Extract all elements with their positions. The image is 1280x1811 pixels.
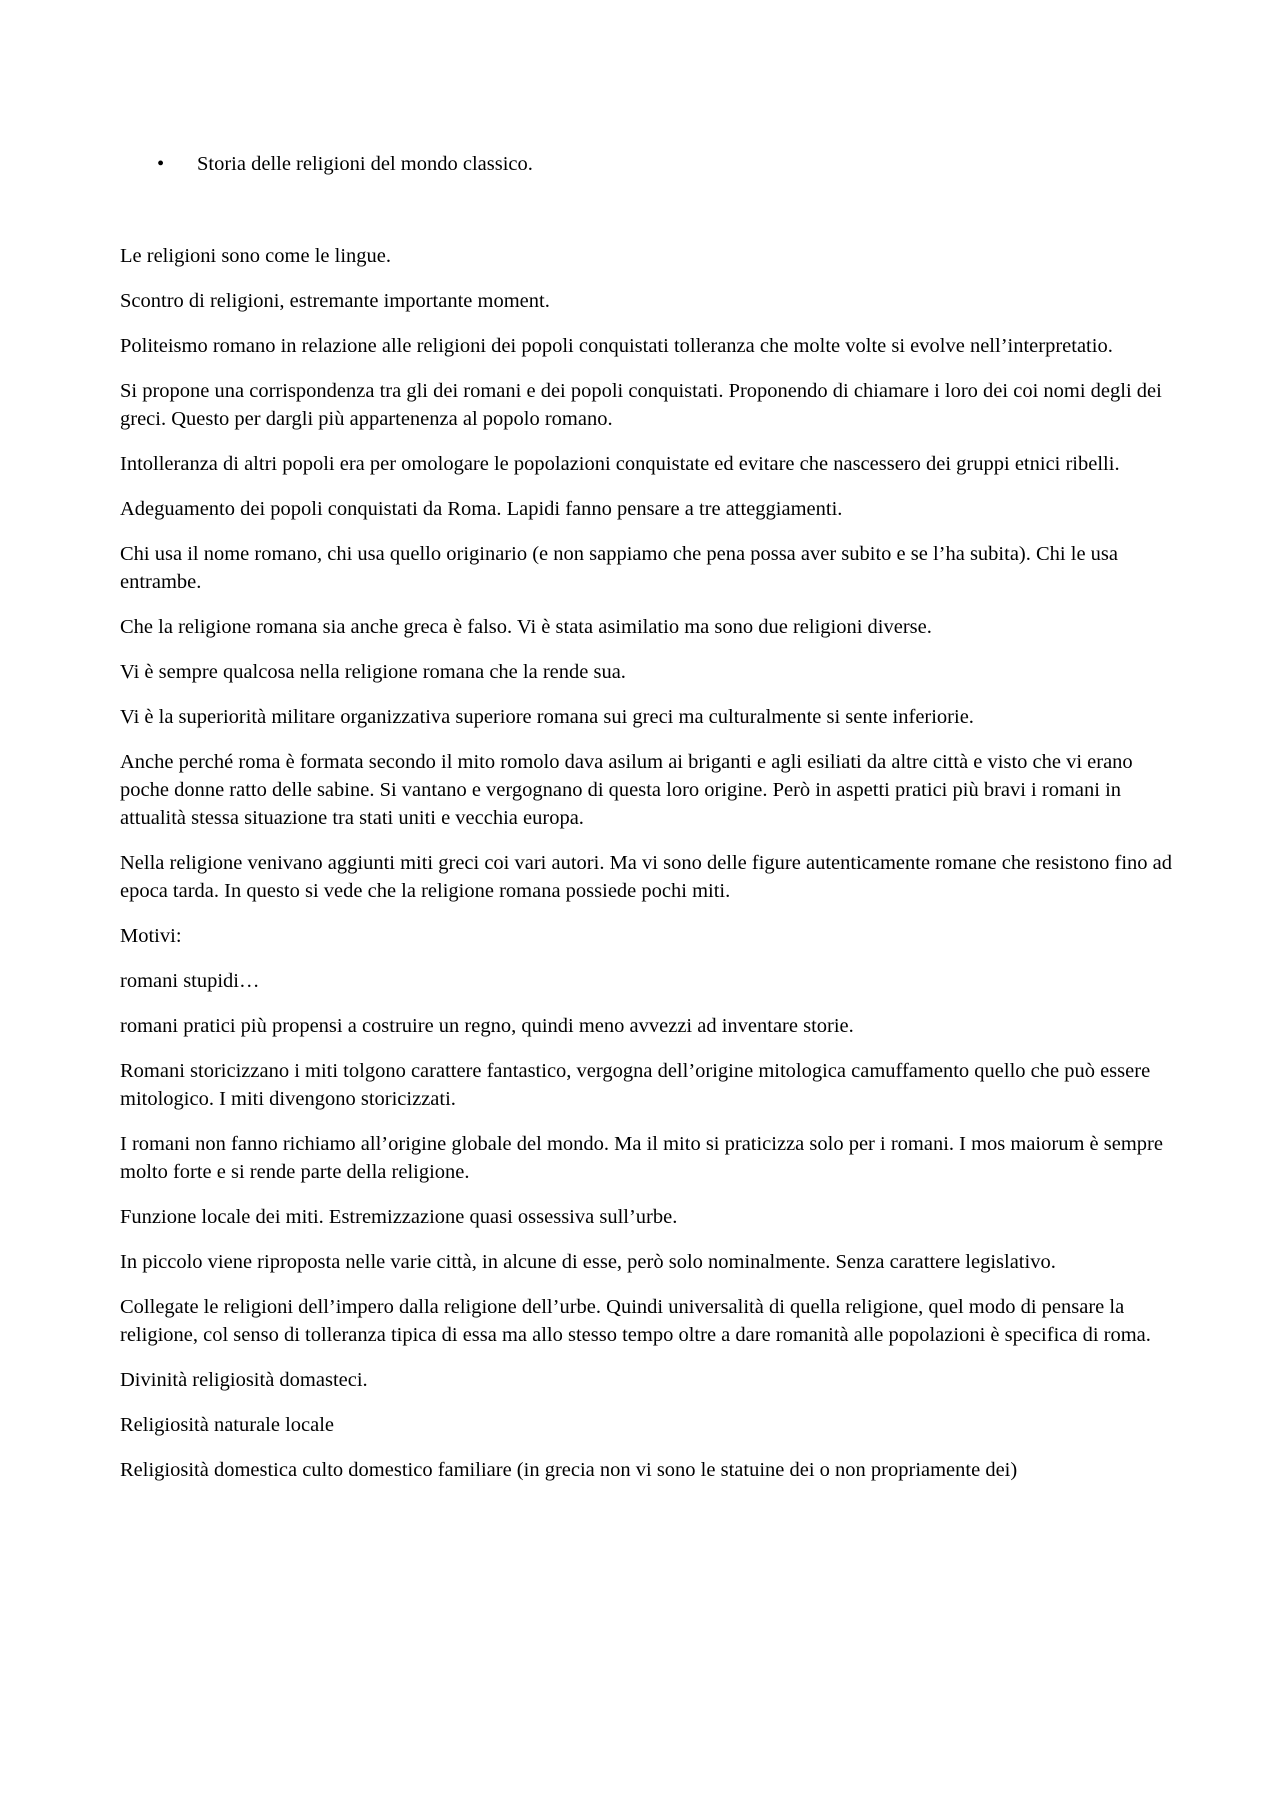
paragraph: Intolleranza di altri popoli era per omologare le popolazioni conquistate ed evitare che nascessero dei gruppi etnici ribelli. xyxy=(120,453,1120,475)
paragraph: Collegate le religioni dell’impero dalla religione dell’urbe. Quindi universalità di quella religione, quel modo di pensare la religione, col senso di tolleranza tipica di essa ma allo stesso tempo oltre a dare romanità alle popolazioni è specifica di roma. xyxy=(120,1296,1151,1346)
paragraph: Adeguamento dei popoli conquistati da Roma. Lapidi fanno pensare a tre atteggiamenti. xyxy=(120,498,843,520)
paragraph: Nella religione venivano aggiunti miti greci coi vari autori. Ma vi sono delle figure autenticamente romane che resistono fino ad epoca tarda. In questo si vede che la religione romana possiede pochi miti. xyxy=(120,852,1172,902)
paragraph: Che la religione romana sia anche greca è falso. Vi è stata asimilatio ma sono due religioni diverse. xyxy=(120,616,932,638)
paragraph: romani stupidi… xyxy=(120,970,260,992)
paragraph: Scontro di religioni, estremante importante moment. xyxy=(120,290,550,312)
paragraph: Religiosità domestica culto domestico familiare (in grecia non vi sono le statuine dei o non propriamente dei) xyxy=(120,1459,1018,1481)
paragraph: Motivi: xyxy=(120,925,182,947)
paragraph: Vi è la superiorità militare organizzativa superiore romana sui greci ma culturalmente si sente inferiorie. xyxy=(120,706,974,728)
paragraph: Anche perché roma è formata secondo il mito romolo dava asilum ai briganti e agli esiliati da altre città e visto che vi erano poche donne ratto delle sabine. Si vantano e vergognano di questa loro origine. Però in aspetti pratici più bravi i romani in attualità stessa situazione tra stati uniti e vecchia europa. xyxy=(120,751,1133,829)
paragraph: I romani non fanno richiamo all’origine globale del mondo. Ma il mito si praticizza solo per i romani. I mos maiorum è sempre molto forte e si rende parte della religione. xyxy=(120,1133,1163,1183)
paragraph: Divinità religiosità domasteci. xyxy=(120,1369,368,1391)
paragraph: Vi è sempre qualcosa nella religione romana che la rende sua. xyxy=(120,661,626,683)
paragraph: In piccolo viene riproposta nelle varie città, in alcune di esse, però solo nominalmente. Senza carattere legislativo. xyxy=(120,1251,1056,1273)
paragraph: Chi usa il nome romano, chi usa quello originario (e non sappiamo che pena possa aver subito e se l’ha subita). Chi le usa entrambe. xyxy=(120,543,1118,593)
paragraph: Religiosità naturale locale xyxy=(120,1414,335,1436)
paragraph: Romani storicizzano i miti tolgono carattere fantastico, vergogna dell’origine mitologica camuffamento quello che può essere mitologico. I miti divengono storicizzati. xyxy=(120,1060,1151,1110)
bullet-marker: • xyxy=(157,153,165,175)
paragraph: Funzione locale dei miti. Estremizzazione quasi ossessiva sull’urbe. xyxy=(120,1206,678,1228)
paragraph: Politeismo romano in relazione alle religioni dei popoli conquistati tolleranza che molte volte si evolve nell’interpretatio. xyxy=(120,335,1113,357)
document-body xyxy=(120,242,1172,1501)
paragraph: romani pratici più propensi a costruire un regno, quindi meno avvezzi ad inventare storie. xyxy=(120,1015,854,1037)
paragraph: Si propone una corrispondenza tra gli dei romani e dei popoli conquistati. Proponendo di chiamare i loro dei coi nomi degli dei greci. Questo per dargli più appartenenza al popolo romano. xyxy=(120,380,1162,430)
bullet-list-item xyxy=(157,150,1157,178)
paragraph: Le religioni sono come le lingue. xyxy=(120,245,391,267)
bullet-item-text: Storia delle religioni del mondo classico. xyxy=(197,153,533,175)
